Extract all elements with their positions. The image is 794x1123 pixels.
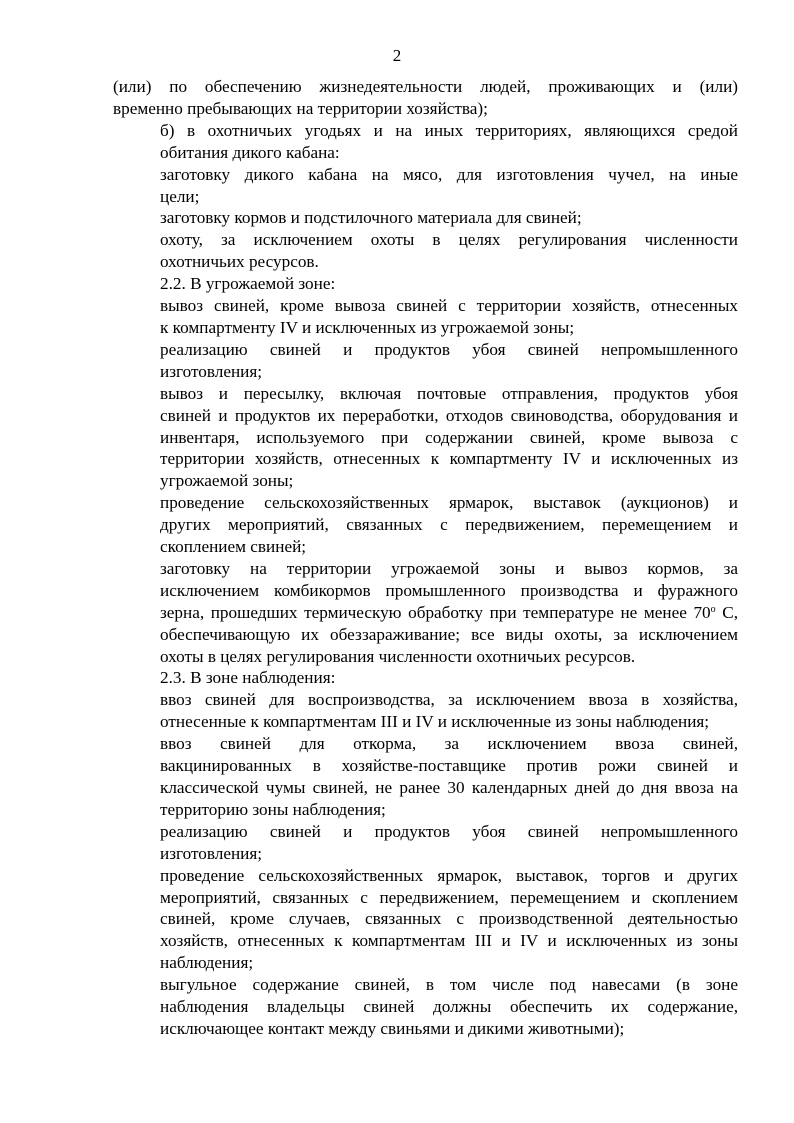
paragraph	[113, 339, 738, 383]
text-line: изготовления;	[160, 843, 263, 863]
text-line: зерна, прошедших термическую обработку при температуре не менее 70$^o$ С,	[160, 602, 738, 622]
text-line: наблюдения владельцы свиней должны обеспечить их содержание,	[160, 997, 738, 1017]
text-line: исключающее контакт между свиньями и дикими животными);	[160, 1018, 625, 1038]
text-line: ввоз свиней для воспроизводства, за исключением ввоза в хозяйства,	[160, 690, 738, 710]
page-number: 2	[392, 46, 402, 65]
text-line: других мероприятий, связанных с передвижением, перемещением и	[160, 515, 738, 535]
paragraph	[113, 865, 738, 975]
paragraph	[113, 120, 738, 164]
paragraph	[113, 667, 738, 689]
paragraph	[113, 492, 738, 558]
text-line: (или) по обеспечению жизнедеятельности людей, проживающих и (или)	[113, 77, 738, 96]
text-line: свиней и продуктов их переработки, отходов свиноводства, оборудования и	[160, 405, 738, 425]
text-line: исключением комбикормов промышленного производства и фуражного	[160, 580, 738, 600]
text-line: выгульное содержание свиней, в том числе под навесами (в зоне	[160, 975, 738, 995]
text-line: обеспечивающую их обеззараживание; все виды охоты, за исключением	[160, 624, 738, 644]
text-line: хозяйств, отнесенных к компартментам III и IV и исключенных из зоны	[160, 931, 738, 951]
text-line: мероприятий, связанных с передвижением, перемещением и скоплением	[160, 887, 738, 907]
text-line: угрожаемой зоны;	[160, 471, 294, 491]
text-line: охоты в целях регулирования численности охотничьих ресурсов.	[160, 646, 636, 666]
paragraph	[113, 821, 738, 865]
text-line: охоту, за исключением охоты в целях регулирования численности	[160, 230, 738, 250]
paragraph	[113, 229, 738, 273]
text-line: вывоз и пересылку, включая почтовые отправления, продуктов убоя	[160, 383, 738, 403]
text-line: территорию зоны наблюдения;	[160, 799, 386, 819]
paragraph	[113, 207, 738, 229]
text-line: ввоз свиней для откорма, за исключением ввоза свиней,	[160, 734, 738, 754]
paragraph	[113, 295, 738, 339]
text-line: охотничьих ресурсов.	[160, 252, 319, 272]
paragraph	[113, 733, 738, 821]
paragraph	[113, 974, 738, 1040]
text-line: заготовку дикого кабана на мясо, для изготовления чучел, на иные	[160, 164, 738, 184]
text-line: реализацию свиней и продуктов убоя свиней непромышленного	[160, 821, 738, 841]
paragraph	[113, 273, 738, 295]
text-line: наблюдения;	[160, 953, 254, 973]
text-line: 2.2. В угрожаемой зоне:	[160, 274, 336, 294]
paragraph	[113, 383, 738, 493]
text-line: временно пребывающих на территории хозяйства);	[113, 98, 488, 118]
text-line: инвентаря, используемого при содержании свиней, кроме вывоза с	[160, 427, 738, 447]
degree-superscript: o	[710, 603, 716, 615]
text-line: реализацию свиней и продуктов убоя свиней непромышленного	[160, 339, 738, 359]
text-line: обитания дикого кабана:	[160, 142, 340, 162]
paragraph	[113, 164, 738, 208]
text-line: вакцинированных в хозяйстве-поставщике против рожи свиней и	[160, 756, 738, 776]
text-line: свиней, кроме случаев, связанных с производственной деятельностью	[160, 909, 738, 929]
text-line: проведение сельскохозяйственных ярмарок, выставок (аукционов) и	[160, 493, 738, 513]
paragraph	[113, 558, 738, 668]
paragraph	[113, 689, 738, 733]
text-line: территории хозяйств, отнесенных к компартменту IV и исключенных из	[160, 449, 738, 469]
text-line: проведение сельскохозяйственных ярмарок, выставок, торгов и других	[160, 865, 738, 885]
text-line: скоплением свиней;	[160, 537, 307, 557]
temperature-unit: С,	[715, 602, 738, 622]
paragraph	[113, 76, 738, 120]
text-line: классической чумы свиней, не ранее 30 календарных дней до дня ввоза на	[160, 778, 738, 797]
text-line: заготовку на территории угрожаемой зоны и вывоз кормов, за	[160, 558, 738, 578]
text-line: цели;	[160, 186, 200, 206]
document-body	[113, 76, 738, 1040]
text-line: б) в охотничьих угодьях и на иных территориях, являющихся средой	[160, 120, 738, 140]
text-line: вывоз свиней, кроме вывоза свиней с территории хозяйств, отнесенных	[160, 296, 738, 316]
text-line: заготовку кормов и подстилочного материала для свиней;	[160, 208, 582, 228]
text-line: изготовления;	[160, 361, 263, 381]
text-line: 2.3. В зоне наблюдения:	[160, 668, 336, 688]
text-line: отнесенные к компартментам III и IV и исключенные из зоны наблюдения;	[160, 712, 710, 732]
text-line: к компартменту IV и исключенных из угрожаемой зоны;	[160, 317, 575, 337]
